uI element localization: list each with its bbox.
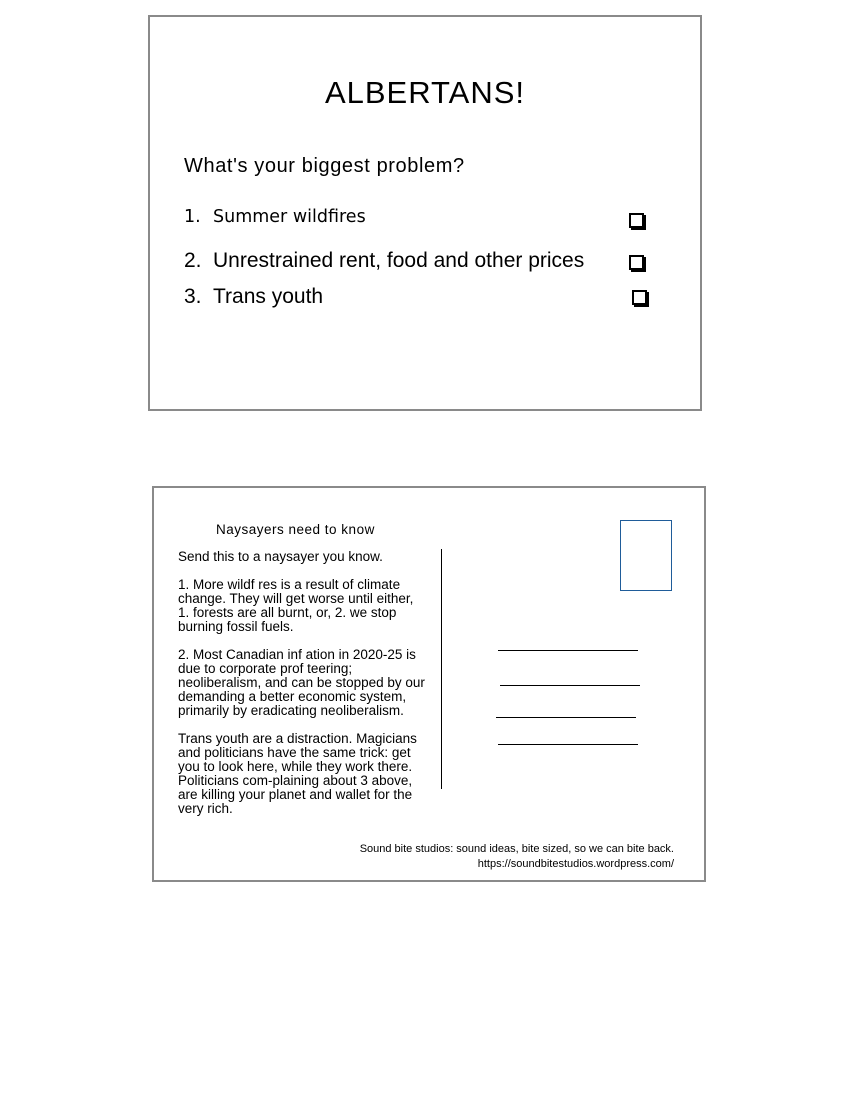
postcard-back	[152, 486, 706, 882]
address-line[interactable]	[500, 685, 640, 686]
message-paragraph: Trans youth are a distraction. Magicians and politicians have the same trick: get you to look here, while they work there. Politicians com-plaining about 3 above, are killing your planet and wallet for the very rich.	[178, 731, 417, 816]
message-paragraph: Send this to a naysayer you know.	[178, 549, 383, 564]
option-label: Summer wildfires	[213, 207, 366, 227]
center-divider	[441, 549, 442, 789]
option-label: Trans youth	[213, 285, 324, 308]
message-paragraph: 1. More wildf res is a result of climate change. They will get worse until either, 1. forests are all burnt, or, 2. we stop burning fossil fuels.	[178, 577, 414, 634]
option-label: Unrestrained rent, food and other prices	[213, 249, 585, 272]
option-number: 1.	[184, 207, 201, 227]
message-body	[178, 550, 428, 830]
stamp-box	[620, 520, 672, 591]
address-line[interactable]	[498, 744, 638, 745]
footer-tagline: Sound bite studios: sound ideas, bite sized, so we can bite back.	[359, 843, 674, 855]
option-wildfires	[184, 207, 654, 227]
checkbox-wildfires[interactable]	[629, 213, 644, 228]
option-trans-youth	[184, 285, 654, 309]
option-number: 3.	[184, 285, 202, 308]
option-number: 2.	[184, 249, 202, 272]
address-line[interactable]	[496, 717, 636, 718]
question-text: What's your biggest problem?	[184, 155, 465, 177]
footer-url[interactable]: https://soundbitestudios.wordpress.com/	[477, 858, 674, 870]
option-prices	[184, 249, 654, 273]
headline: ALBERTANS!	[324, 75, 526, 110]
checkbox-prices[interactable]	[629, 255, 644, 270]
postcard-front	[148, 15, 702, 411]
footer	[360, 842, 674, 872]
address-line[interactable]	[498, 650, 638, 651]
back-title: Naysayers need to know	[216, 522, 375, 537]
message-paragraph: 2. Most Canadian inf ation in 2020-25 is due to corporate prof teering; neoliberalism, and can be stopped by our demanding a better economic system, primarily by eradicating neoliberalism.	[178, 647, 425, 718]
checkbox-trans-youth[interactable]	[632, 290, 647, 305]
